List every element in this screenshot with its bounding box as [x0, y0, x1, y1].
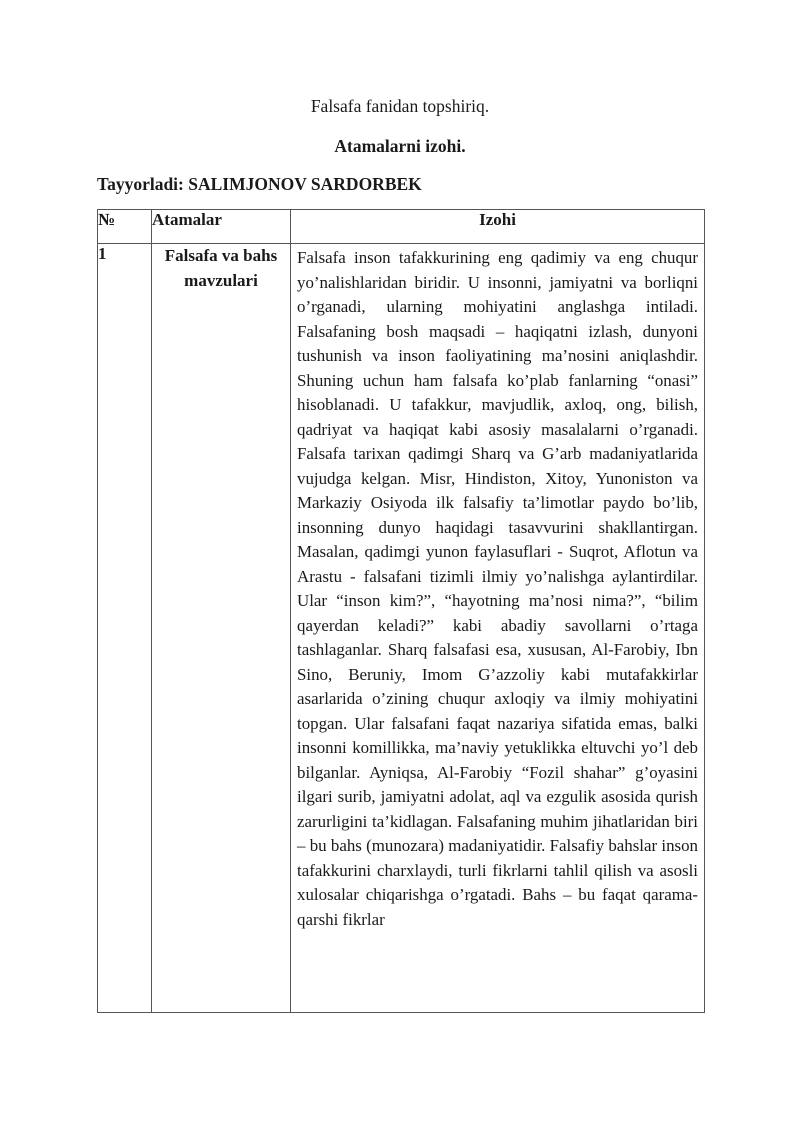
terms-table [97, 209, 705, 1013]
header-number: № [98, 210, 152, 244]
document-title: Atamalarni izohi. [334, 136, 466, 156]
header-term: Atamalar [152, 210, 291, 244]
header-description: Izohi [291, 210, 705, 244]
row-description-cell [291, 244, 705, 1013]
table-row [98, 244, 705, 1013]
table-header-row [98, 210, 705, 244]
document-subject: Falsafa fanidan topshiriq. [310, 96, 490, 116]
row-number: 1 [98, 244, 152, 1013]
row-description: Falsafa inson tafakkurining eng qadimiy va eng chuqur yo’nalishlaridan biridir. U insonni, jamiyatni va borliqni o’rganadi, ularning mohiyatini anglashga intiladi. Falsafaning bosh maqsadi – haqiqatni izlash, dunyoni tushunish va inson faoliyatining ma’nosini aniqlashdir. Shuning uchun ham falsafa ko’plab fanlarning “onasi” hisoblanadi. U tafakkur, mavjudlik, axloq, ong, bilish, qadriyat va haqiqat kabi asosiy masalalarni o’rganadi. Falsafa tarixan qadimgi Sharq va G’arb madaniyatlarida vujudga kelgan. Misr, Hindiston, Xitoy, Yunoniston va Markaziy Osiyoda ilk falsafiy ta’limotlar paydo bo’lib, insonning dunyo haqidagi tasavvurini shakllantirgan. Masalan, qadimgi yunon faylasuflari - Suqrot, Aflotun va Arastu - falsafani tizimli ilmiy yo’nalishga aylantirdilar. Ular “inson kim?”, “hayotning ma’nosi nima?”, “bilim qayerdan keladi?” kabi abadiy savollarni o’rtaga tashlaganlar. Sharq falsafasi esa, xususan, Al-Farobiy, Ibn Sino, Beruniy, Imom G’azzoliy kabi mutafakkirlar asarlarida o’zining chuqur axloqiy va ilmiy mohiyatini topgan. Ular falsafani faqat nazariya sifatida emas, balki insonni komillikka, ma’naviy yetuklikka eltuvchi yo’l deb bilganlar. Ayniqsa, Al-Farobiy “Fozil shahar” g’oyasini ilgari surib, jamiyatni adolat, aql va ezgulik asosida qurish zarurligini ta’kidlagan. Falsafaning muhim jihatlaridan biri – bu bahs (munozara) madaniyatidir. Falsafiy bahslar inson tafakkurini charxlaydi, turli fikrlarni tahlil qilish va asosli xulosalar chiqarishga o’rgatadi. Bahs – bu faqat qarama-qarshi fikrlar [297, 248, 698, 929]
author-line: Tayyorladi: SALIMJONOV SARDORBEK [97, 174, 422, 194]
row-term: Falsafa va bahs mavzulari [152, 244, 291, 1013]
